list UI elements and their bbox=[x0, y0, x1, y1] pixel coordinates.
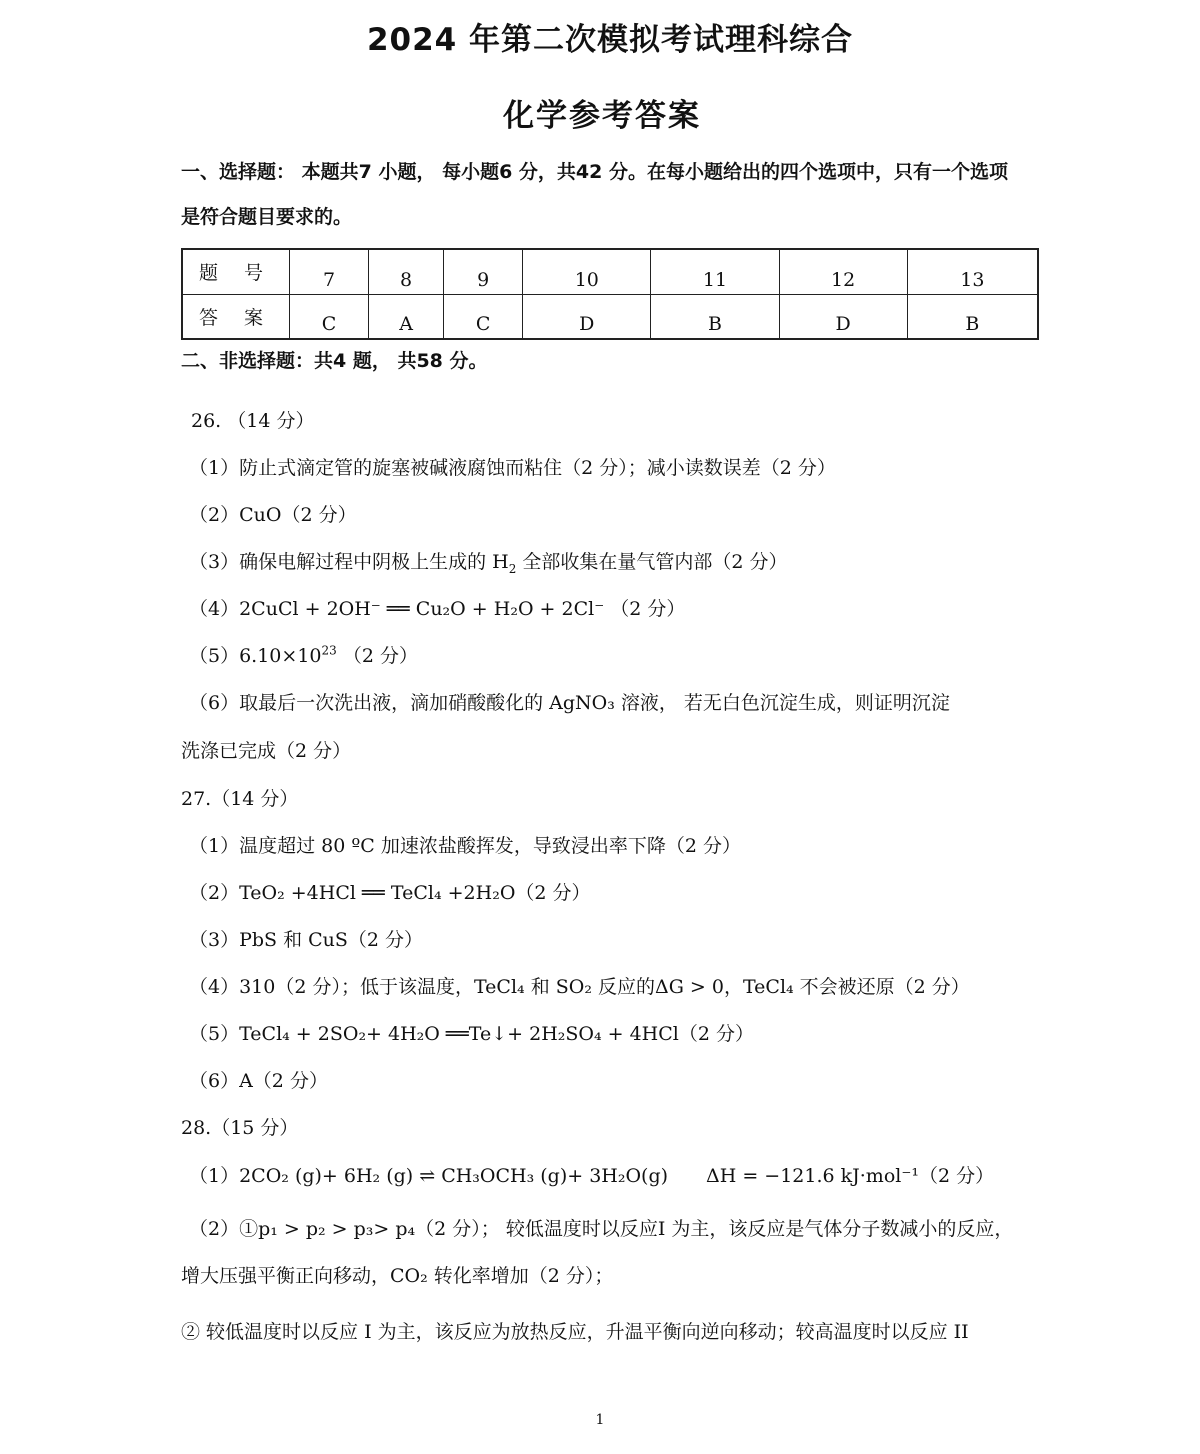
table-label-answer: 答 案 bbox=[182, 294, 290, 339]
table-cell: 10 bbox=[523, 249, 651, 294]
q27-answer-4: （4）310（2 分）；低于该温度，TeCl₄ 和 SO₂ 反应的ΔG > 0，TeCl₄ 不会被还原（2 分） bbox=[189, 976, 970, 998]
q28-answer-1-equation: （1）2CO₂ (g)+ 6H₂ (g) ⇌ CH₃OCH₃ (g)+ 3H₂O(g) bbox=[189, 1165, 669, 1187]
table-cell: 11 bbox=[651, 249, 779, 294]
page-subtitle: 化学参考答案 bbox=[503, 98, 701, 134]
table-cell: C bbox=[290, 294, 369, 339]
q26-answer-1: （1）防止式滴定管的旋塞被碱液腐蚀而粘住（2 分）；减小读数误差（2 分） bbox=[189, 457, 836, 479]
q28-answer-2-line3: ② 较低温度时以反应 I 为主，该反应为放热反应，升温平衡向逆向移动；较高温度时以反应 II bbox=[181, 1321, 969, 1343]
table-cell: D bbox=[523, 294, 651, 339]
table-cell: C bbox=[444, 294, 523, 339]
q26-answer-4: （4）2CuCl + 2OH⁻ ══ Cu₂O + H₂O + 2Cl⁻ （2 分） bbox=[189, 598, 686, 620]
table-cell: A bbox=[369, 294, 444, 339]
q26-answer-3: （3）确保电解过程中阴极上生成的 $H_2$ 全部收集在量气管内部（2 分） bbox=[189, 551, 788, 576]
section1-line1: 一、选择题： 本题共7 小题， 每小题6 分，共42 分。在每小题给出的四个选项中，只有一个选项 bbox=[181, 161, 1008, 183]
table-row-numbers bbox=[182, 249, 1038, 294]
page-title: 2024 年第二次模拟考试理科综合 bbox=[366, 22, 854, 58]
table-row-answers bbox=[182, 294, 1038, 339]
table-cell: 7 bbox=[290, 249, 369, 294]
q26-number: 26. （14 分） bbox=[191, 410, 315, 432]
table-cell: 8 bbox=[369, 249, 444, 294]
q28-answer-1-enthalpy: ΔH = −121.6 kJ·mol⁻¹（2 分） bbox=[706, 1165, 995, 1187]
page-number: 1 bbox=[595, 1412, 605, 1428]
table-cell: 9 bbox=[444, 249, 523, 294]
q26-answer-2: （2）CuO（2 分） bbox=[189, 504, 357, 526]
q27-answer-6: （6）A（2 分） bbox=[189, 1070, 328, 1092]
q27-answer-3: （3）PbS 和 CuS（2 分） bbox=[189, 929, 424, 951]
q28-answer-2-line1: （2）①p₁ > p₂ > p₃> p₄（2 分）； 较低温度时以反应I 为主，该反应是气体分子数减小的反应， bbox=[189, 1218, 1014, 1240]
q27-answer-2: （2）TeO₂ +4HCl ══ TeCl₄ +2H₂O（2 分） bbox=[189, 882, 591, 904]
table-label-number: 题 号 bbox=[182, 249, 290, 294]
q27-number: 27.（14 分） bbox=[181, 788, 299, 810]
answer-table bbox=[181, 248, 1039, 340]
table-cell: B bbox=[651, 294, 779, 339]
q28-number: 28.（15 分） bbox=[181, 1117, 299, 1139]
section2-heading: 二、非选择题：共4 题， 共58 分。 bbox=[181, 350, 488, 372]
table-cell: D bbox=[779, 294, 907, 339]
q27-answer-1: （1）温度超过 80 ºC 加速浓盐酸挥发，导致浸出率下降（2 分） bbox=[189, 835, 741, 857]
q26-answer-6-line1: （6）取最后一次洗出液，滴加硝酸酸化的 AgNO₃ 溶液， 若无白色沉淀生成，则证明沉淀 bbox=[189, 692, 950, 714]
q27-answer-5: （5）TeCl₄ + 2SO₂+ 4H₂O ══Te↓+ 2H₂SO₄ + 4HCl（2 分） bbox=[189, 1023, 754, 1045]
q26-answer-5: $(5)6.10\times 10^{23}$ （2 分） bbox=[189, 643, 418, 667]
table-cell: B bbox=[907, 294, 1038, 339]
q26-answer-6-line2: 洗涤已完成（2 分） bbox=[181, 740, 352, 762]
section1-line2: 是符合题目要求的。 bbox=[181, 206, 353, 228]
q28-answer-2-line2: 增大压强平衡正向移动，CO₂ 转化率增加（2 分）； bbox=[181, 1265, 614, 1287]
table-cell: 13 bbox=[907, 249, 1038, 294]
table-cell: 12 bbox=[779, 249, 907, 294]
